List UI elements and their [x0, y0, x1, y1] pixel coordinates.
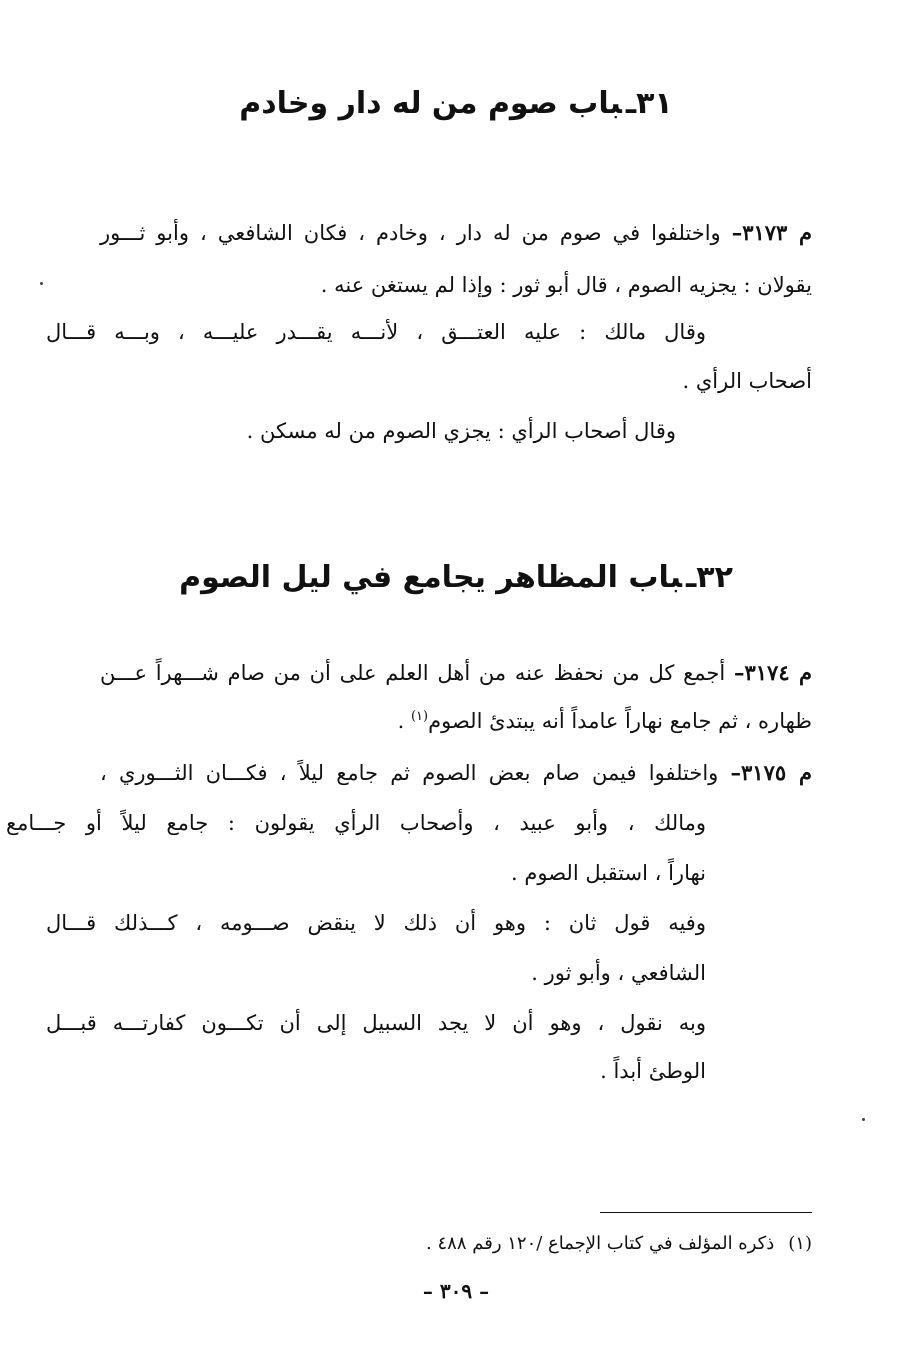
scan-speck	[862, 1118, 865, 1121]
paragraph-line	[106, 1054, 706, 1088]
page-number: – ٣٠٩ –	[422, 1279, 490, 1303]
line-text: واختلفوا فيمن صام بعض الصوم ثم جامع ليلاً ، فكـــان الثـــوري ،	[100, 761, 731, 785]
section-31-heading	[0, 84, 912, 124]
line-text: وقال أصحاب الرأي : يجزي الصوم من له مسكن .	[246, 419, 676, 443]
section-32-number: ٣٢ـ	[686, 560, 733, 595]
issue-number: م ٣١٧٥–	[730, 760, 812, 785]
paragraph-line	[212, 268, 812, 302]
line-text: وقال مالك : عليه العتـــق ، لأنـــه يقـــدر عليـــه ، وبـــه قـــال	[46, 320, 706, 344]
paragraph-line	[6, 806, 706, 840]
paragraph-line	[212, 364, 812, 398]
section-31-title: باب صوم من له دار وخادم	[239, 86, 622, 121]
paragraph-line	[46, 906, 706, 940]
section-32-heading	[0, 558, 912, 598]
paragraph-line	[76, 414, 676, 448]
line-text: نهاراً ، استقبل الصوم .	[511, 861, 706, 885]
scan-speck	[40, 282, 43, 285]
line-text: وبه نقول ، وهو أن لا يجد السبيل إلى أن تكـــون كفارتـــه قبـــل	[46, 1011, 706, 1035]
footnote	[100, 1230, 812, 1258]
paragraph-line	[46, 315, 706, 349]
paragraph-line	[100, 756, 812, 790]
paragraph-line	[100, 656, 812, 690]
footnote-separator	[600, 1212, 812, 1213]
paragraph-line	[106, 856, 706, 890]
paragraph-line	[100, 216, 812, 250]
paragraph-line	[106, 956, 706, 990]
line-text: أصحاب الرأي .	[682, 369, 812, 393]
section-31-number: ٣١ـ	[625, 86, 673, 121]
line-text: وفيه قول ثان : وهو أن ذلك لا ينقض صـــومه ، كـــذلك قـــال	[46, 911, 706, 935]
line-text: .	[397, 709, 411, 733]
footnote-text: ذكره المؤلف في كتاب الإجماع /١٢٠ رقم ٤٨٨ .	[426, 1233, 775, 1254]
section-32-title: باب المظاهر يجامع في ليل الصوم	[179, 560, 682, 595]
paragraph-line	[46, 1006, 706, 1040]
issue-number: م ٣١٧٤–	[733, 660, 812, 685]
line-text: ظهاره ، ثم جامع نهاراً عامداً أنه يبتدئ الصوم	[428, 709, 812, 733]
line-text: واختلفوا في صوم من له دار ، وخادم ، فكان الشافعي ، وأبو ثـــور	[100, 221, 732, 245]
line-text: ومالك ، وأبو عبيد ، وأصحاب الرأي يقولون : جامع ليلاً أو جـــامع	[6, 811, 706, 835]
issue-number: م ٣١٧٣–	[731, 220, 812, 245]
line-text: الشافعي ، وأبو ثور .	[531, 961, 706, 985]
line-text: الوطئ أبداً .	[600, 1059, 706, 1083]
paragraph-line	[212, 704, 812, 738]
footnote-reference[interactable]: (١)	[410, 709, 429, 724]
footnote-mark: (١)	[788, 1233, 812, 1254]
line-text: أجمع كل من نحفظ عنه من أهل العلم على أن من صام شـــهراً عـــن	[100, 661, 734, 685]
line-text: يقولان : يجزيه الصوم ، قال أبو ثور : وإذا لم يستغن عنه .	[320, 273, 812, 297]
